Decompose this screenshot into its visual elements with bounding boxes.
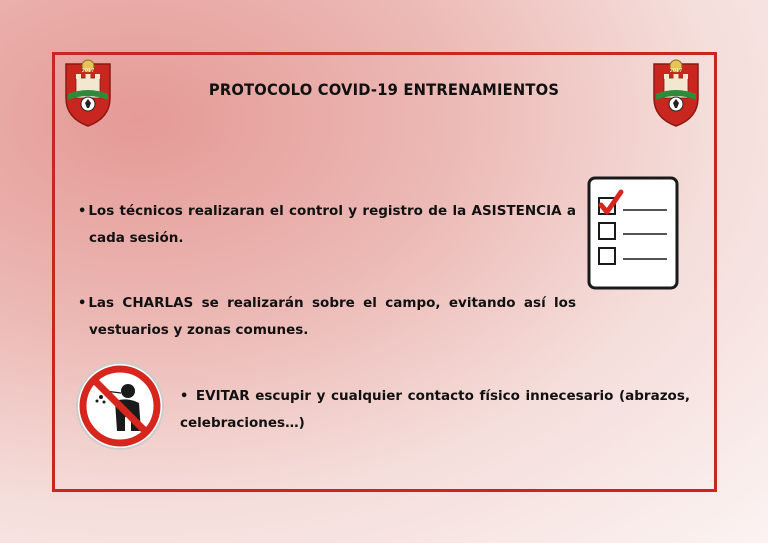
page-title: PROTOCOLO COVID-19 ENTRENAMIENTOS [208, 80, 560, 99]
no-spitting-icon [75, 361, 165, 451]
crest-year-label: 2017 [81, 68, 95, 74]
bullet-avoid-contact [180, 383, 690, 436]
bullet-text-line2: vestuarios y zonas comunes. [89, 322, 309, 338]
crest-year-label: 2017 [669, 68, 683, 74]
bullet-text-line2: cada sesión. [89, 230, 184, 246]
checklist-icon [587, 176, 679, 290]
bullet-marker: • [180, 389, 189, 404]
bullet-marker: • [78, 296, 87, 311]
bullet-text-line1: EVITAR escupir y cualquier contacto físico innecesario (abrazos, [195, 388, 690, 404]
bullet-text-line2: celebraciones…) [180, 415, 305, 431]
bullet-text-line1: Los técnicos realizaran el control y registro de la ASISTENCIA a [88, 203, 576, 219]
bullet-marker: • [78, 204, 87, 219]
bullet-text-line1: Las CHARLAS se realizarán sobre el campo, evitando así los [88, 295, 576, 311]
bullet-talks [78, 290, 576, 343]
bullet-attendance [78, 198, 576, 251]
